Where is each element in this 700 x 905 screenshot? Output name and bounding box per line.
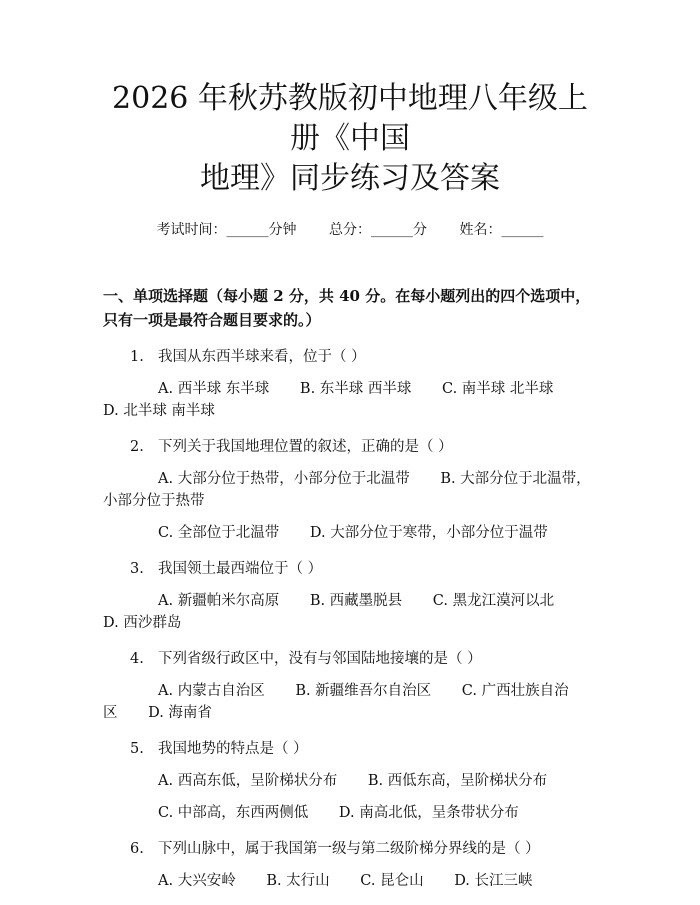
answer-option: A. 大兴安岭 <box>158 873 236 889</box>
answer-option: C. 南半球 北半球 <box>442 381 554 397</box>
question-item <box>103 738 597 760</box>
question-item <box>103 648 597 670</box>
page-title <box>103 0 597 199</box>
answer-option: A. 西高东低，呈阶梯状分布 <box>158 773 338 789</box>
question-stem: 我国地势的特点是（ ） <box>158 741 308 757</box>
title-line-2: 地理》同步练习及答案 <box>200 161 500 196</box>
question-stem: 我国从东西半球来看，位于（ ） <box>158 349 366 365</box>
answer-option: C. 昆仑山 <box>360 873 424 889</box>
question-number: 6. <box>130 841 144 857</box>
total-score-field: 总分：______分 <box>329 222 427 238</box>
option-line <box>103 378 597 422</box>
question-stem: 我国领土最西端位于（ ） <box>158 561 323 577</box>
question-stem: 下列山脉中，属于我国第一级与第二级阶梯分界线的是（ ） <box>158 841 540 857</box>
option-line <box>103 870 597 892</box>
answer-option: B. 东半球 西半球 <box>299 381 412 397</box>
answer-option: D. 大部分位于寒带，小部分位于温带 <box>309 525 548 541</box>
student-name-field: 姓名：______ <box>459 222 544 238</box>
answer-option: C. 黑龙江漠河以北 <box>432 593 555 609</box>
exam-info <box>103 220 597 240</box>
answer-option: A. 新疆帕米尔高原 <box>158 593 280 609</box>
answer-option: C. 广西壮族自治区 <box>103 683 569 721</box>
question-number: 4. <box>130 651 144 667</box>
question-list <box>103 346 597 892</box>
question-stem: 下列省级行政区中，没有与邻国陆地接壤的是（ ） <box>158 651 482 667</box>
answer-option: B. 太行山 <box>266 873 330 889</box>
answer-option: C. 全部位于北温带 <box>158 525 280 541</box>
answer-option: A. 西半球 东半球 <box>158 381 270 397</box>
answer-option: B. 西藏墨脱县 <box>309 593 403 609</box>
answer-option: B. 新疆维吾尔自治区 <box>295 683 432 699</box>
question-number: 5. <box>130 741 144 757</box>
option-line <box>103 468 597 512</box>
option-line <box>103 802 597 824</box>
question-number: 3. <box>130 561 144 577</box>
question-stem: 下列关于我国地理位置的叙述，正确的是（ ） <box>158 439 453 455</box>
option-line <box>103 522 597 544</box>
option-line <box>103 770 597 792</box>
answer-option: D. 海南省 <box>148 705 212 721</box>
answer-option: D. 西沙群岛 <box>103 615 182 631</box>
section-heading: 一、单项选择题（每小题 2 分，共 40 分。在每小题列出的四个选项中，只有一项是最符合题目要求的。） <box>103 287 591 329</box>
answer-option: B. 大部分位于北温带，小部分位于热带 <box>103 471 591 509</box>
question-item <box>103 558 597 580</box>
exam-time-field: 考试时间：______分钟 <box>156 222 297 238</box>
question-number: 2. <box>130 439 144 455</box>
answer-option: C. 中部高，东西两侧低 <box>158 805 309 821</box>
question-item <box>103 346 597 368</box>
question-item <box>103 838 597 860</box>
option-line <box>103 590 597 634</box>
answer-option: A. 内蒙古自治区 <box>158 683 265 699</box>
answer-option: B. 西低东高，呈阶梯状分布 <box>367 773 548 789</box>
answer-option: D. 长江三峡 <box>454 873 533 889</box>
answer-option: A. 大部分位于热带，小部分位于北温带 <box>158 471 410 487</box>
answer-option: D. 南高北低，呈条带状分布 <box>338 805 519 821</box>
question-number: 1. <box>130 349 144 365</box>
question-item <box>103 436 597 458</box>
answer-option: D. 北半球 南半球 <box>103 403 215 419</box>
title-line-1: 2026 年秋苏教版初中地理八年级上册《中国 <box>112 81 588 156</box>
option-line <box>103 680 597 724</box>
